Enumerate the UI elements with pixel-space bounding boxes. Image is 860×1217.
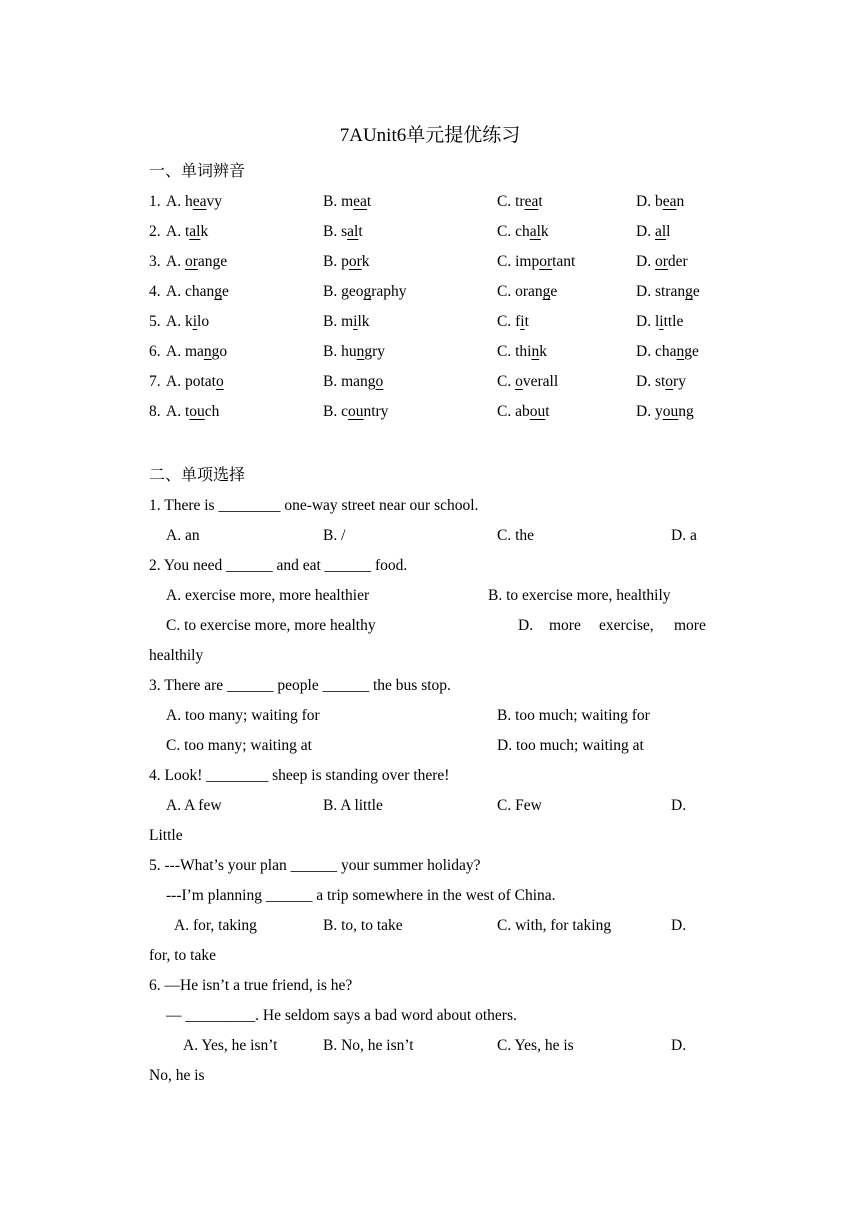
word-part: C. tr (497, 193, 525, 210)
question-4-option-d-letter: D. (671, 797, 687, 814)
underlined-letters: al (529, 223, 541, 240)
word-part: ry (673, 373, 686, 390)
option-d (636, 311, 683, 333)
underlined-letters: n (676, 343, 685, 360)
question-number: 2. (149, 223, 161, 240)
question-number: 1. (149, 193, 161, 210)
question-2-option-d-wrap: healthily (149, 647, 204, 664)
word-part: t (538, 193, 543, 210)
option-a (166, 341, 227, 363)
option-d (636, 281, 700, 303)
question-6-option-d-wrap: No, he is (149, 1067, 205, 1084)
option-b (323, 281, 407, 303)
option-d (636, 401, 694, 423)
question-number: 6. (149, 343, 161, 360)
underlined-letters: al (347, 223, 359, 240)
option-c (497, 281, 557, 303)
underlined-letters: n (531, 343, 540, 360)
word-part: e (550, 283, 558, 300)
word-part: D. cha (636, 343, 677, 360)
underlined-letters: ea (353, 193, 367, 210)
word-part: ge (684, 343, 699, 360)
option-b (323, 251, 370, 273)
word-part: C. f (497, 313, 521, 330)
question-number: 5. (149, 313, 161, 330)
question-5-option-c: C. with, for taking (497, 917, 612, 934)
word-part: e (221, 283, 229, 300)
word-part: k (539, 343, 547, 360)
underlined-letters: g (363, 283, 372, 300)
underlined-letters: ea (524, 193, 539, 210)
underlined-letters: i (353, 313, 358, 330)
underlined-letters: o (215, 373, 224, 390)
question-2-option-d-word: more (674, 617, 706, 634)
word-part: k (200, 223, 209, 240)
word-part: B. s (323, 223, 348, 240)
question-5-option-a: A. for, taking (174, 917, 257, 934)
question-4-option-c: C. Few (497, 797, 542, 814)
question-2-stem: 2. You need ______ and eat ______ food. (149, 557, 408, 574)
word-part: k (361, 253, 370, 270)
question-number: 7. (149, 373, 161, 390)
word-part: A. k (166, 313, 193, 330)
question-2-option-b: B. to exercise more, healthily (488, 587, 671, 604)
option-d (636, 221, 670, 243)
question-5-option-d-wrap: for, to take (149, 947, 216, 964)
word-part: B. m (323, 313, 354, 330)
word-part: A. (166, 253, 185, 270)
option-a (166, 401, 219, 423)
question-1-stem: 1. There is ________ one-way street near our school. (149, 497, 479, 514)
underlined-letters: or (539, 253, 553, 270)
word-part: l (666, 223, 671, 240)
word-part: n (676, 193, 685, 210)
question-3-option-b: B. too much; waiting for (497, 707, 650, 724)
question-5-option-b: B. to, to take (323, 917, 403, 934)
word-part: ch (204, 403, 220, 420)
question-2-option-d-letter: D. (518, 617, 534, 634)
option-a (166, 221, 208, 243)
question-number: 8. (149, 403, 161, 420)
option-c (497, 341, 547, 363)
word-part: A. ma (166, 343, 204, 360)
question-6-stem: 6. —He isn’t a true friend, is he? (149, 977, 353, 994)
question-number: 3. (149, 253, 161, 270)
question-1-option-b: B. / (323, 527, 346, 544)
option-c (497, 311, 529, 333)
word-part: B. mang (323, 373, 376, 390)
word-part: ng (678, 403, 694, 420)
underlined-letters: g (214, 283, 222, 300)
word-part: ntry (363, 403, 389, 420)
word-part: B. m (323, 193, 354, 210)
option-c (497, 371, 558, 393)
question-3-option-d: D. too much; waiting at (497, 737, 644, 754)
question-3-option-a: A. too many; waiting for (166, 707, 320, 724)
option-b (323, 221, 363, 243)
word-part: k (540, 223, 549, 240)
word-part: A. potat (166, 373, 216, 390)
word-part: C. ch (497, 223, 530, 240)
option-b (323, 401, 388, 423)
option-a (166, 251, 227, 273)
underlined-letters: al (654, 223, 667, 240)
question-6-option-a: A. Yes, he isn’t (183, 1037, 278, 1054)
section-heading-choice: 二、单项选择 (149, 467, 246, 484)
option-b (323, 341, 385, 363)
underlined-letters: i (520, 313, 525, 330)
question-4-option-d-wrap: Little (149, 827, 183, 844)
word-part: ange (197, 253, 228, 270)
word-part: verall (522, 373, 559, 390)
option-b (323, 191, 371, 213)
word-part: A. t (166, 223, 190, 240)
word-part: tant (552, 253, 576, 270)
word-part: A. chan (166, 283, 215, 300)
word-part: t (358, 223, 363, 240)
word-part: D. l (636, 313, 660, 330)
underlined-letters: i (659, 313, 664, 330)
question-3-stem: 3. There are ______ people ______ the bus stop. (149, 677, 451, 694)
question-1-option-c: C. the (497, 527, 535, 544)
option-a (166, 281, 229, 303)
word-part: C. thi (497, 343, 532, 360)
option-a (166, 371, 224, 393)
word-part: C. imp (497, 253, 540, 270)
underlined-letters: o (375, 373, 384, 390)
word-part: B. hu (323, 343, 357, 360)
word-part: A. h (166, 193, 193, 210)
word-part: lk (357, 313, 370, 330)
question-6-option-c: C. Yes, he is (497, 1037, 574, 1054)
underlined-letters: ou (189, 403, 205, 420)
underlined-letters: or (348, 253, 362, 270)
option-d (636, 251, 688, 273)
option-d (636, 371, 686, 393)
question-6-option-b: B. No, he isn’t (323, 1037, 414, 1054)
question-2-option-d-word: more (549, 617, 581, 634)
word-part: C. (497, 373, 516, 390)
page-title: 7AUnit6单元提优练习 (339, 125, 521, 146)
word-part: gry (364, 343, 386, 360)
option-c (497, 251, 575, 273)
question-4-stem: 4. Look! ________ sheep is standing over there! (149, 767, 450, 784)
word-part: D. stran (636, 283, 686, 300)
underlined-letters: al (189, 223, 201, 240)
question-6-option-d-letter: D. (671, 1037, 687, 1054)
underlined-letters: n (203, 343, 212, 360)
question-1-option-a: A. an (166, 527, 200, 544)
word-part: B. geo (323, 283, 364, 300)
word-part: D. y (636, 403, 663, 420)
word-part: D. b (636, 193, 663, 210)
underlined-letters: or (184, 253, 198, 270)
underlined-letters: ou (529, 403, 546, 420)
question-1-option-d: D. a (671, 527, 697, 544)
question-4-option-a: A. A few (166, 797, 222, 814)
underlined-letters: o (515, 373, 523, 390)
word-part: t (524, 313, 529, 330)
option-d (636, 341, 699, 363)
underlined-letters: g (685, 283, 693, 300)
word-part: raphy (371, 283, 407, 300)
question-5-stem: 5. ---What’s your plan ______ your summer holiday? (149, 857, 481, 874)
word-part: t (545, 403, 550, 420)
underlined-letters: i (192, 313, 198, 330)
underlined-letters: or (654, 253, 668, 270)
word-part: t (366, 193, 372, 210)
word-part: D. (636, 253, 655, 270)
word-part: B. c (323, 403, 348, 420)
word-part: der (667, 253, 688, 270)
question-5-option-d-letter: D. (671, 917, 687, 934)
underlined-letters: n (356, 343, 365, 360)
word-part: A. t (166, 403, 190, 420)
underlined-letters: ea (192, 193, 207, 210)
word-part: e (692, 283, 700, 300)
question-5-stem-line2: ---I’m planning ______ a trip somewhere in the west of China. (166, 887, 556, 904)
word-part: D. (636, 223, 655, 240)
question-2-option-d-word: exercise, (599, 617, 654, 634)
option-b (323, 371, 383, 393)
question-number: 4. (149, 283, 161, 300)
word-part: B. p (323, 253, 349, 270)
option-c (497, 191, 543, 213)
option-b (323, 311, 370, 333)
word-part: C. ab (497, 403, 530, 420)
word-part: ttle (663, 313, 684, 330)
word-part: C. oran (497, 283, 543, 300)
question-3-option-c: C. too many; waiting at (166, 737, 312, 754)
underlined-letters: g (542, 283, 551, 300)
underlined-letters: ou (662, 403, 679, 420)
question-4-option-b: B. A little (323, 797, 383, 814)
word-part: vy (206, 193, 222, 210)
underlined-letters: ea (662, 193, 677, 210)
option-a (166, 311, 209, 333)
option-c (497, 401, 550, 423)
word-part: go (211, 343, 228, 360)
underlined-letters: o (665, 373, 674, 390)
option-a (166, 191, 222, 213)
option-d (636, 191, 684, 213)
question-2-option-c: C. to exercise more, more healthy (166, 617, 376, 634)
word-part: lo (197, 313, 210, 330)
word-part: D. st (636, 373, 666, 390)
underlined-letters: ou (347, 403, 364, 420)
question-6-stem-line2: — _________. He seldom says a bad word about others. (166, 1007, 517, 1024)
question-2-option-a: A. exercise more, more healthier (166, 587, 370, 604)
option-c (497, 221, 549, 243)
section-heading-phonetics: 一、单词辨音 (149, 163, 246, 180)
